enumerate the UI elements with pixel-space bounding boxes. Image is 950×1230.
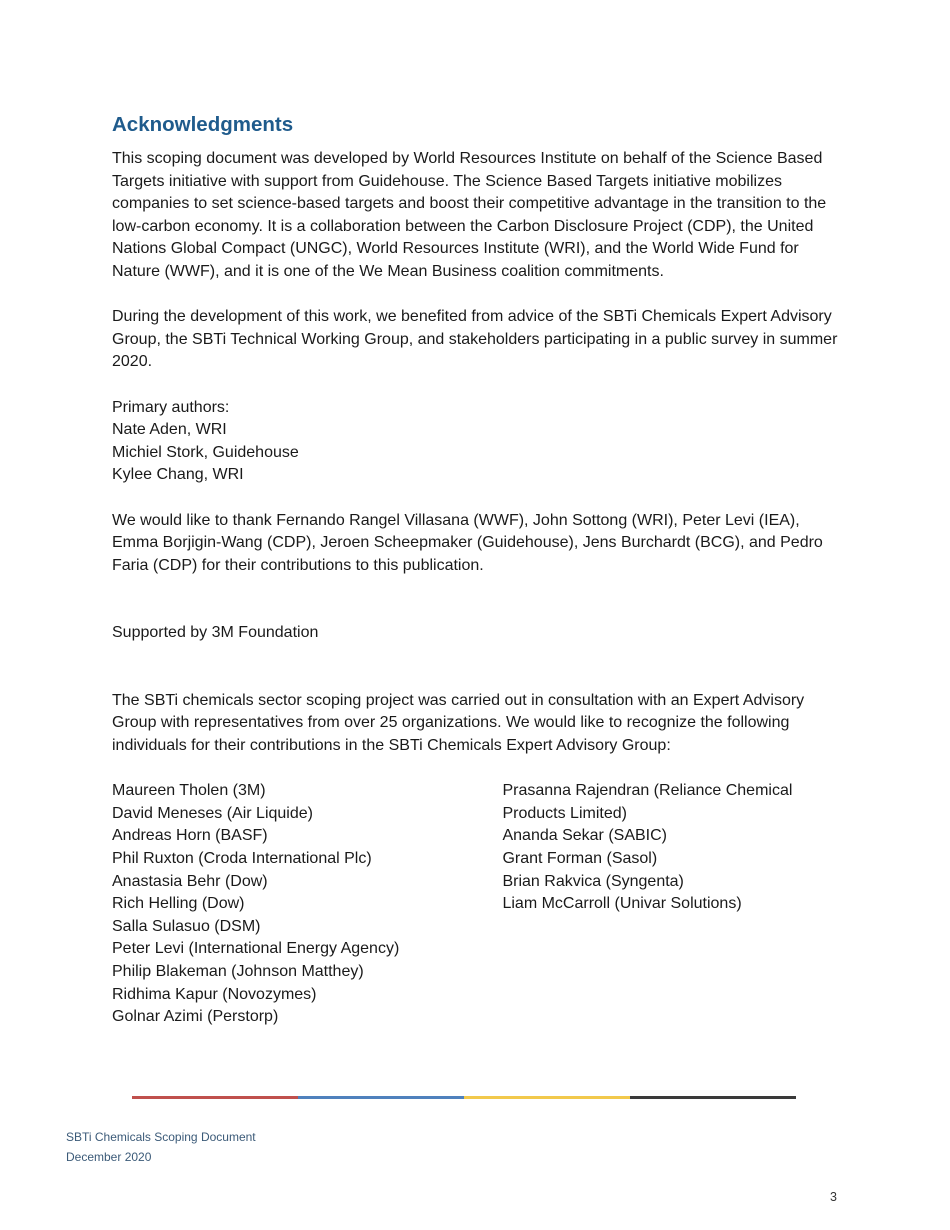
main-content xyxy=(112,112,842,1029)
page-number: 3 xyxy=(830,1190,837,1204)
member-name: Anastasia Behr (Dow) xyxy=(112,872,268,890)
member-name: Ananda Sekar (SABIC) xyxy=(502,827,667,845)
author-name: Kylee Chang, WRI xyxy=(112,466,244,484)
rule-segment-red xyxy=(132,1096,298,1099)
intro-paragraph: This scoping document was developed by World Resources Institute on behalf of the Science Based Targets initiative with support from Guidehouse. The Science Based Targets initiative mobilizes companies to set science-based targets and boost their competitive advantage in the transition to the low-carbon economy. It is a collaboration between the Carbon Disclosure Project (CDP), the United Nations Global Compact (UNGC), World Resources Institute (WRI), and the World Wide Fund for Nature (WWF), and it is one of the We Mean Business coalition commitments. xyxy=(112,150,827,280)
footer xyxy=(66,1127,256,1167)
member-name: Salla Sulasuo (DSM) xyxy=(112,917,261,935)
thanks-paragraph: We would like to thank Fernando Rangel Villasana (WWF), John Sottong (WRI), Peter Levi (IEA), Emma Borjigin-Wang (CDP), Jeroen Scheepmaker (Guidehouse), Jens Burchardt (BCG), and Pedro Faria (CDP) for their contributions to this publication. xyxy=(112,511,823,574)
rule-segment-black xyxy=(630,1096,796,1099)
rule-segment-yellow xyxy=(464,1096,630,1099)
member-name: Grant Forman (Sasol) xyxy=(502,850,658,868)
advisory-members-right xyxy=(502,780,842,1029)
member-name: Brian Rakvica (Syngenta) xyxy=(502,872,684,890)
advisory-paragraph: The SBTi chemicals sector scoping project was carried out in consultation with an Expert Advisory Group with representatives from over 25 organizations. We would like to recognize the following individuals for their contributions in the SBTi Chemicals Expert Advisory Group: xyxy=(112,691,805,755)
authors-block xyxy=(112,397,842,487)
member-name: Philip Blakeman (Johnson Matthey) xyxy=(112,963,364,980)
author-name: Nate Aden, WRI xyxy=(112,421,227,439)
member-name: Rich Helling (Dow) xyxy=(112,895,245,913)
member-name: Peter Levi (International Energy Agency) xyxy=(112,940,400,958)
member-name: David Meneses (Air Liquide) xyxy=(112,804,313,822)
footer-color-rule xyxy=(132,1096,796,1099)
member-name: Phil Ruxton (Croda International Plc) xyxy=(112,850,372,868)
page-title: Acknowledgments xyxy=(112,113,294,136)
member-name: Products Limited) xyxy=(502,804,627,822)
rule-segment-blue xyxy=(298,1096,464,1099)
member-name: Maureen Tholen (3M) xyxy=(112,782,266,800)
development-paragraph: During the development of this work, we benefited from advice of the SBTi Chemicals Expert Advisory Group, the SBTi Technical Working Group, and stakeholders participating in a public survey in summer 2020. xyxy=(112,308,838,371)
member-name: Prasanna Rajendran (Reliance Chemical xyxy=(502,782,793,800)
author-name: Michiel Stork, Guidehouse xyxy=(112,443,299,461)
member-name: Liam McCarroll (Univar Solutions) xyxy=(502,895,742,913)
member-name: Ridhima Kapur (Novozymes) xyxy=(112,985,317,1003)
supported-by: Supported by 3M Foundation xyxy=(112,624,319,642)
member-name: Andreas Horn (BASF) xyxy=(112,827,268,845)
advisory-members xyxy=(112,780,842,1029)
advisory-members-left xyxy=(112,780,502,1029)
member-name: Golnar Azimi (Perstorp) xyxy=(112,1008,279,1026)
authors-label: Primary authors: xyxy=(112,398,230,416)
footer-date: December 2020 xyxy=(66,1150,152,1164)
footer-doc-title: SBTi Chemicals Scoping Document xyxy=(66,1130,256,1144)
